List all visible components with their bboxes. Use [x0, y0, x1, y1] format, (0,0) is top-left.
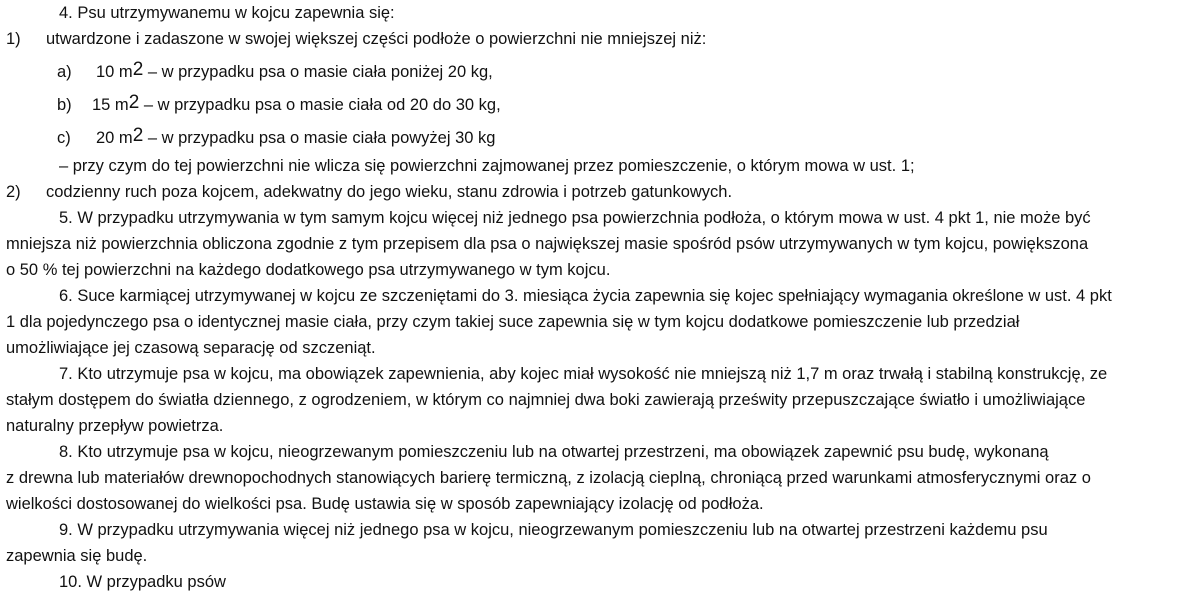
sub-c-line	[96, 125, 495, 151]
section-5-line-3: o 50 % tej powierzchni na każdego dodatkowego psa utrzymywanego w tym kojcu.	[6, 261, 611, 279]
item-2-text: codzienny ruch poza kojcem, adekwatny do jego wieku, stanu zdrowia i potrzeb gatunkowych.	[46, 183, 733, 201]
section-4-heading: 4. Psu utrzymywanemu w kojcu zapewnia się:	[59, 4, 395, 22]
section-6-line-2: 1 dla pojedynczego psa o identycznej masie ciała, przy czym takiej suce zapewnia się w tym kojcu dodatkowe pomieszczenie lub przedział	[6, 313, 1020, 331]
sub-a-line	[96, 59, 493, 85]
sub-b-line	[92, 92, 501, 118]
section-7-line-1: 7. Kto utrzymuje psa w kojcu, ma obowiązek zapewnienia, aby kojec miał wysokość nie mniejszą niż 1,7 m oraz trwałą i stabilną konstrukcję, ze	[59, 365, 1108, 383]
section-6-line-1: 6. Suce karmiącej utrzymywanej w kojcu ze szczeniętami do 3. miesiąca życia zapewnia się kojec spełniający wymagania określone w ust. 4 pkt	[59, 287, 1112, 305]
sub-c-label: c)	[57, 129, 71, 147]
section-9-line-1: 9. W przypadku utrzymywania więcej niż jednego psa w kojcu, nieogrzewanym pomieszczeniu lub na otwartej przestrzeni każdemu psu	[59, 521, 1048, 539]
section-6-line-3: umożliwiające jej czasową separację od szczeniąt.	[6, 339, 376, 357]
sub-a-label: a)	[57, 63, 72, 81]
sub-b-description: – w przypadku psa o masie ciała od 20 do 30 kg,	[143, 96, 501, 114]
sub-a-description: – w przypadku psa o masie ciała poniżej 20 kg,	[147, 63, 493, 81]
item-1-number: 1)	[6, 30, 21, 48]
sub-b-area: 15 m	[92, 96, 129, 114]
section-5-line-1: 5. W przypadku utrzymywania w tym samym kojcu więcej niż jednego psa powierzchnia podłoża, o którym mowa w ust. 4 pkt 1, nie może być	[59, 209, 1091, 227]
sub-c-exponent: 2	[132, 125, 144, 146]
section-7-line-2: stałym dostępem do światła dziennego, z ogrodzeniem, w którym co najmniej dwa boki zawierają prześwity przepuszczające światło i umożliwiające	[6, 391, 1086, 409]
section-9-line-2: zapewnia się budę.	[6, 547, 148, 565]
sub-b-label: b)	[57, 96, 72, 114]
sub-c-area: 20 m	[96, 129, 133, 147]
sub-a-area: 10 m	[96, 63, 133, 81]
section-5-line-2: mniejsza niż powierzchnia obliczona zgodnie z tym przepisem dla psa o największej masie spośród psów utrzymywanych w tym kojcu, powiększona	[6, 235, 1089, 253]
section-8-line-3: wielkości dostosowanej do wielkości psa. Budę ustawia się w sposób zapewniający izolację od podłoża.	[6, 495, 764, 513]
item-1-text: utwardzone i zadaszone w swojej większej części podłoże o powierzchni nie mniejszej niż:	[46, 30, 707, 48]
sub-b-exponent: 2	[128, 92, 140, 113]
section-8-line-1: 8. Kto utrzymuje psa w kojcu, nieogrzewanym pomieszczeniu lub na otwartej przestrzeni, ma obowiązek zapewnić psu budę, wykonaną	[59, 443, 1049, 461]
item-2-number: 2)	[6, 183, 21, 201]
sub-a-exponent: 2	[132, 59, 144, 80]
section-7-line-3: naturalny przepływ powietrza.	[6, 417, 224, 435]
sub-c-description: – w przypadku psa o masie ciała powyżej 30 kg	[147, 129, 496, 147]
area-note: – przy czym do tej powierzchni nie wlicza się powierzchni zajmowanej przez pomieszczenie, o którym mowa w ust. 1;	[59, 157, 915, 175]
section-10-partial: 10. W przypadku psów	[59, 573, 226, 591]
section-8-line-2: z drewna lub materiałów drewnopochodnych stanowiących barierę termiczną, z izolacją cieplną, chroniącą przed warunkami atmosferycznymi oraz o	[6, 469, 1091, 487]
